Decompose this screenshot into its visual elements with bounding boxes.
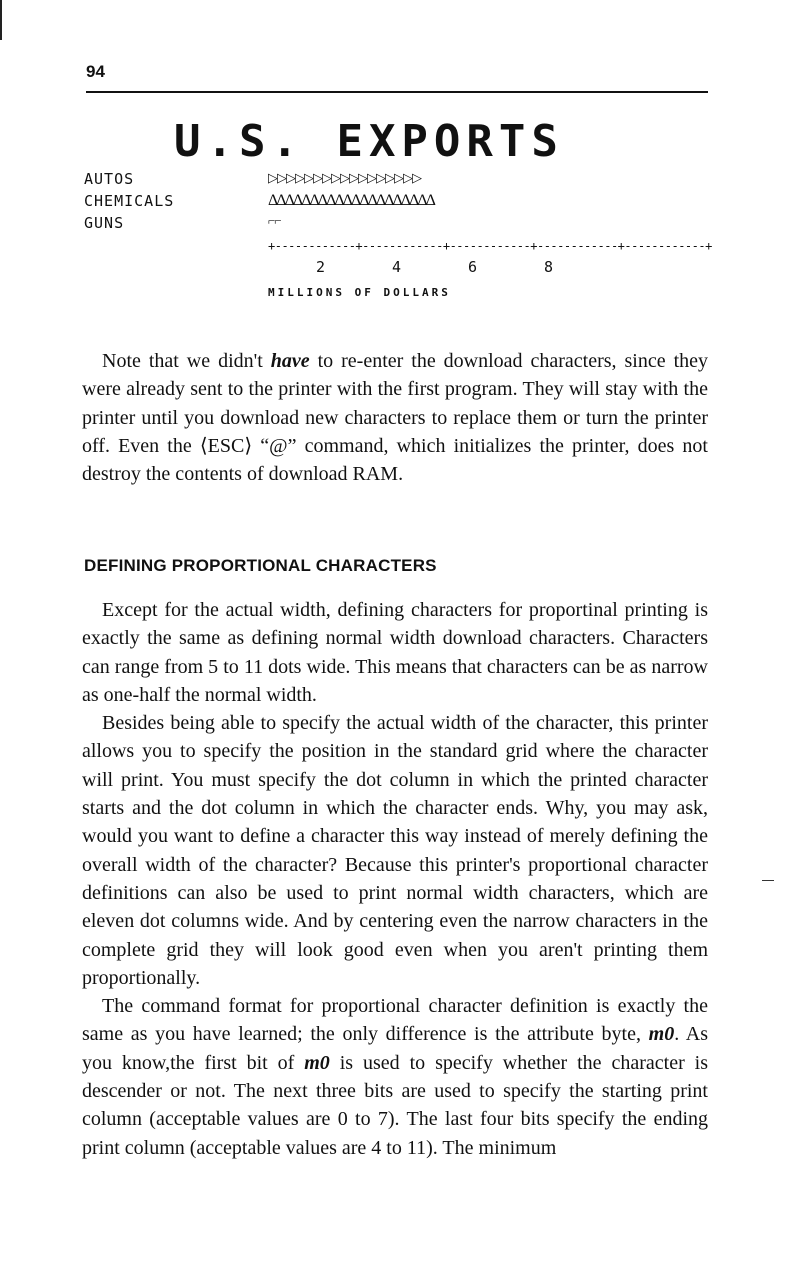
bar-mark: Δ [268,192,277,209]
bar-mark: ▷ [286,170,295,185]
bar-mark: Δ [400,192,410,209]
bar-mark: Δ [375,192,385,209]
x-tick-label: 6 [468,258,478,276]
category-label-chemicals: CHEMICALS [84,192,175,210]
section-body [82,596,708,1162]
x-axis-label: MILLIONS OF DOLLARS [268,286,451,299]
text-run: . As you know,the first bit of [82,1023,709,1074]
x-axis-line: +------------+------------+------------+------------+------------+ [268,239,712,253]
bar-mark: ▷ [385,170,394,185]
bar-mark: Δ [317,192,327,209]
bar-mark: Δ [342,192,351,209]
margin-mark [762,880,774,881]
bar-mark: ▷ [349,170,358,185]
x-tick-label: 4 [392,258,402,276]
bar-mark: ⌐ [274,213,281,228]
bar-mark: Δ [392,192,401,209]
bar-mark: Δ [301,192,310,209]
bar-mark: ▷ [403,170,412,185]
emphasis: have [270,350,310,372]
text-run: Note that we didn't [102,350,271,372]
bar-guns [268,213,281,229]
bar-mark: ▷ [304,170,313,185]
bar-mark: ▷ [277,170,286,185]
bar-mark: Δ [309,192,318,209]
category-label-guns: GUNS [84,214,125,232]
bar-mark: ⌐ [268,213,275,228]
chart-title: U.S. EXPORTS [174,116,564,167]
paragraph: Except for the actual width, defining characters for proportinal printing is exactly the same as defining normal width download characters. Characters can range from 5 to 11 dots wide. This means that characters can be as narrow as one-half the normal width. [82,599,708,706]
bar-mark: ▷ [295,170,304,185]
category-label-autos: AUTOS [84,170,135,188]
bar-mark: ▷ [376,170,385,185]
bar-mark: ▷ [322,170,331,185]
section-heading: DEFINING PROPORTIONAL CHARACTERS [84,556,437,575]
bar-mark: ▷ [313,170,322,185]
bar-mark: ▷ [367,170,376,185]
bar-mark: ▷ [394,170,403,185]
paragraph-download-note [82,347,708,488]
bar-mark: Δ [417,192,426,209]
bar-mark: ▷ [268,170,277,185]
bar-autos [268,170,421,186]
page-number: 94 [86,62,105,81]
bar-mark: Δ [367,192,376,209]
bar-mark: Δ [334,192,343,209]
bar-mark: Δ [425,192,434,209]
emphasis: m0 [304,1051,330,1074]
bar-mark: Δ [292,192,302,209]
bar-mark: ▷ [412,170,421,185]
bar-mark: Δ [384,192,393,209]
bar-mark: Δ [409,192,418,209]
bar-mark: ▷ [340,170,349,185]
paragraph [82,992,708,1162]
exports-chart [0,0,806,320]
text-run: to re-enter the download characters, since they were already sent to the printer with the first program. They will stay with the printer until you download new characters to replace them or turn the printer off. Even the ⟨ESC⟩ “@” command, which initializes the printer, does not destroy the contents of download RAM. [82,350,709,486]
paragraph: Besides being able to specify the actual width of the character, this printer allows you to specify the position in the standard grid where the character will print. You must specify the dot column in which the printed character starts and the dot column in which the character ends. Why, you may ask, would you want to define a character this way instead of merely defining the overall width of the character? Because this printer's proportional character definitions can also be used to print normal width characters, which are eleven dot columns wide. And by centering even the narrow characters in the complete grid they will look good even when you aren't printing them proportionally. [82,712,708,989]
bar-mark: ▷ [358,170,367,185]
bar-mark: Δ [276,192,285,209]
x-tick-label: 8 [544,258,554,276]
bar-mark: ▷ [331,170,340,185]
bar-mark: Δ [326,192,335,209]
text-run: is used to specify whether the character is descender or not. The next three bits are used to specify the starting print column (acceptable values are 0 to 7). The last four bits specify the ending print column (acceptable values are 4 to 11). The minimum [82,1051,708,1159]
bar-chemicals [268,192,434,210]
bar-mark: Δ [359,192,368,209]
emphasis: m0 [648,1023,675,1046]
bar-mark: Δ [350,192,360,209]
x-tick-label: 2 [316,258,326,276]
text-run: The command format for proportional character definition is exactly the same as you have learned; the only difference is the attribute byte, [82,995,708,1046]
bar-mark: Δ [284,192,293,209]
